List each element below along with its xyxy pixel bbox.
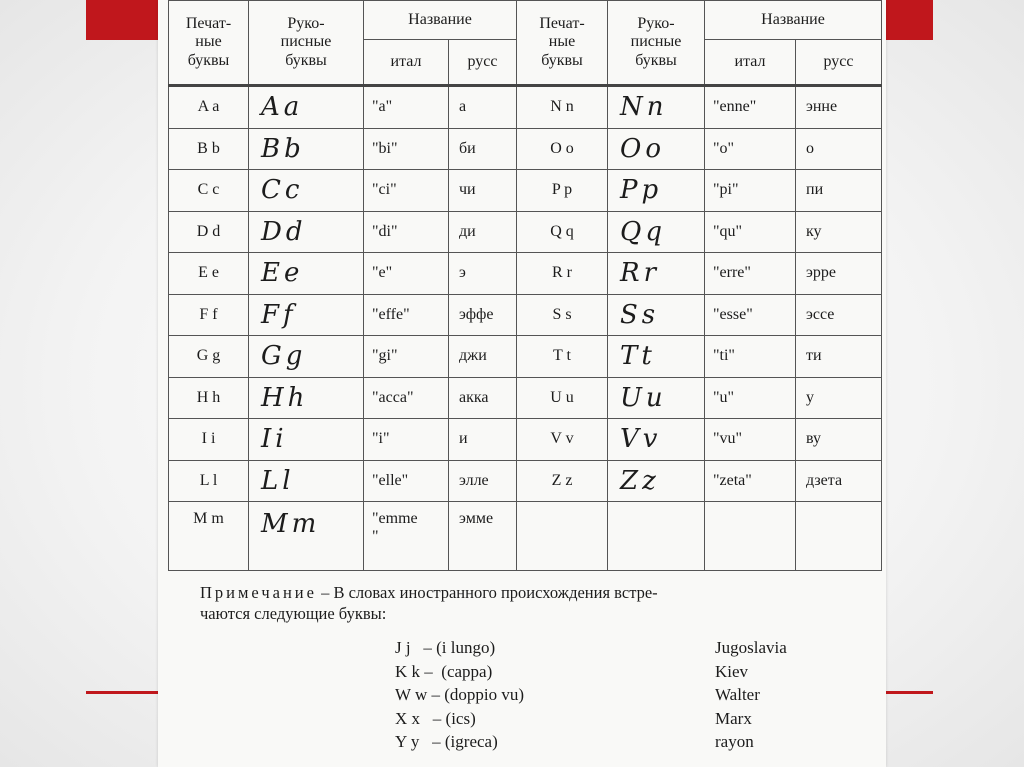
printed-letter: Z z	[517, 460, 608, 502]
russian-name: эссе	[796, 294, 882, 336]
russian-name: элле	[449, 460, 517, 502]
italian-name: "gi"	[364, 336, 449, 378]
italian-name: "zeta"	[705, 460, 796, 502]
handwritten-letter: Mm	[249, 502, 364, 571]
printed-letter: P p	[517, 170, 608, 212]
handwritten-letter: Ee	[249, 253, 364, 295]
russian-name	[796, 502, 882, 571]
handwritten-letter: Rr	[608, 253, 705, 295]
handwritten-letter: Uu	[608, 377, 705, 419]
red-rule-right	[886, 691, 933, 694]
russian-name: ти	[796, 336, 882, 378]
foreign-letter: W w – (doppio vu)	[395, 685, 525, 704]
example-word: rayon	[715, 732, 754, 751]
red-rule-left	[86, 691, 158, 694]
italian-name: "ci"	[364, 170, 449, 212]
italian-name: "vu"	[705, 419, 796, 461]
table-row	[169, 460, 882, 502]
printed-letter: U u	[517, 377, 608, 419]
handwritten-letter: Ss	[608, 294, 705, 336]
foreign-letter: K k – (cappa)	[395, 661, 493, 681]
russian-name: а	[449, 86, 517, 129]
list-item	[395, 636, 787, 660]
handwritten-letter: Ii	[249, 419, 364, 461]
russian-name: эмме	[449, 502, 517, 571]
handwritten-letter: Ll	[249, 460, 364, 502]
printed-letter: E e	[169, 253, 249, 295]
handwritten-letter: Vv	[608, 419, 705, 461]
alphabet-table	[168, 0, 882, 571]
table-row	[169, 336, 882, 378]
printed-letter: N n	[517, 86, 608, 129]
foreign-letter: J j – (i lungo)	[395, 638, 496, 657]
printed-letter: O o	[517, 128, 608, 170]
table-row	[169, 128, 882, 170]
header-name: Название	[364, 1, 517, 40]
russian-name: дзета	[796, 460, 882, 502]
printed-letter: A a	[169, 86, 249, 129]
table-row	[169, 502, 882, 571]
italian-name: "emme "	[364, 502, 449, 571]
printed-letter	[517, 502, 608, 571]
italian-name: "e"	[364, 253, 449, 295]
italian-name: "ti"	[705, 336, 796, 378]
table-row	[169, 170, 882, 212]
russian-name: ку	[796, 211, 882, 253]
russian-name: ди	[449, 211, 517, 253]
russian-name: пи	[796, 170, 882, 212]
header-rus-2: русс	[796, 40, 882, 86]
printed-letter: L l	[169, 460, 249, 502]
russian-name: о	[796, 128, 882, 170]
table-row	[169, 211, 882, 253]
italian-name: "di"	[364, 211, 449, 253]
foreign-letter: X x – (ics)	[395, 708, 476, 728]
russian-name: ву	[796, 419, 882, 461]
foreign-letters-list	[395, 636, 787, 754]
header-printed-2: Печат- ные буквы	[517, 1, 608, 86]
russian-name: чи	[449, 170, 517, 212]
printed-letter: D d	[169, 211, 249, 253]
red-band-left	[86, 0, 158, 40]
italian-name: "enne"	[705, 86, 796, 129]
handwritten-letter: Aa	[249, 86, 364, 129]
russian-name: у	[796, 377, 882, 419]
list-item	[395, 683, 787, 707]
printed-letter: S s	[517, 294, 608, 336]
table-row	[169, 253, 882, 295]
header-printed: Печат- ные буквы	[169, 1, 249, 86]
italian-name: "bi"	[364, 128, 449, 170]
printed-letter: R r	[517, 253, 608, 295]
header-ital: итал	[364, 40, 449, 86]
printed-letter: B b	[169, 128, 249, 170]
italian-name: "effe"	[364, 294, 449, 336]
italian-name: "erre"	[705, 253, 796, 295]
printed-letter: H h	[169, 377, 249, 419]
example-word: Jugoslavia	[715, 638, 787, 657]
example-word: Walter	[715, 685, 760, 704]
header-rus: русс	[449, 40, 517, 86]
table-row	[169, 419, 882, 461]
printed-letter: T t	[517, 336, 608, 378]
handwritten-letter: Tt	[608, 336, 705, 378]
russian-name: джи	[449, 336, 517, 378]
russian-name: эффе	[449, 294, 517, 336]
list-item	[395, 730, 787, 754]
note-paragraph	[200, 582, 860, 625]
list-item	[395, 707, 787, 731]
table-row	[169, 377, 882, 419]
handwritten-letter: Oo	[608, 128, 705, 170]
russian-name: э	[449, 253, 517, 295]
printed-letter: Q q	[517, 211, 608, 253]
italian-name: "i"	[364, 419, 449, 461]
printed-letter: C c	[169, 170, 249, 212]
handwritten-letter: Dd	[249, 211, 364, 253]
red-band-right	[886, 0, 933, 40]
table-row	[169, 86, 882, 129]
handwritten-letter: Hh	[249, 377, 364, 419]
russian-name: акка	[449, 377, 517, 419]
italian-name: "u"	[705, 377, 796, 419]
italian-name	[705, 502, 796, 571]
russian-name: эрре	[796, 253, 882, 295]
handwritten-letter: Nn	[608, 86, 705, 129]
note-text: – В словах иностранного происхождения встре- чаются следующие буквы:	[200, 583, 658, 624]
russian-name: и	[449, 419, 517, 461]
russian-name: энне	[796, 86, 882, 129]
italian-name: "o"	[705, 128, 796, 170]
table-row	[169, 294, 882, 336]
printed-letter: G g	[169, 336, 249, 378]
italian-name: "pi"	[705, 170, 796, 212]
handwritten-letter: Bb	[249, 128, 364, 170]
header-ital-2: итал	[705, 40, 796, 86]
example-word: Marx	[715, 708, 752, 728]
header-handwritten-2: Руко- писные буквы	[608, 1, 705, 86]
italian-name: "esse"	[705, 294, 796, 336]
handwritten-letter: Gg	[249, 336, 364, 378]
printed-letter: F f	[169, 294, 249, 336]
printed-letter: M m	[169, 502, 249, 571]
handwritten-letter: Ff	[249, 294, 364, 336]
italian-name: "qu"	[705, 211, 796, 253]
foreign-letter: Y y – (igreca)	[395, 732, 498, 751]
handwritten-letter	[608, 502, 705, 571]
list-item	[395, 660, 787, 684]
italian-name: "acca"	[364, 377, 449, 419]
handwritten-letter: Cc	[249, 170, 364, 212]
handwritten-letter: Pp	[608, 170, 705, 212]
italian-name: "a"	[364, 86, 449, 129]
russian-name: би	[449, 128, 517, 170]
header-name-2: Название	[705, 1, 882, 40]
handwritten-letter: Zz	[608, 460, 705, 502]
printed-letter: I i	[169, 419, 249, 461]
handwritten-letter: Qq	[608, 211, 705, 253]
note-heading: Примечание	[200, 583, 317, 602]
example-word: Kiev	[715, 661, 749, 681]
printed-letter: V v	[517, 419, 608, 461]
italian-name: "elle"	[364, 460, 449, 502]
header-handwritten: Руко- писные буквы	[249, 1, 364, 86]
